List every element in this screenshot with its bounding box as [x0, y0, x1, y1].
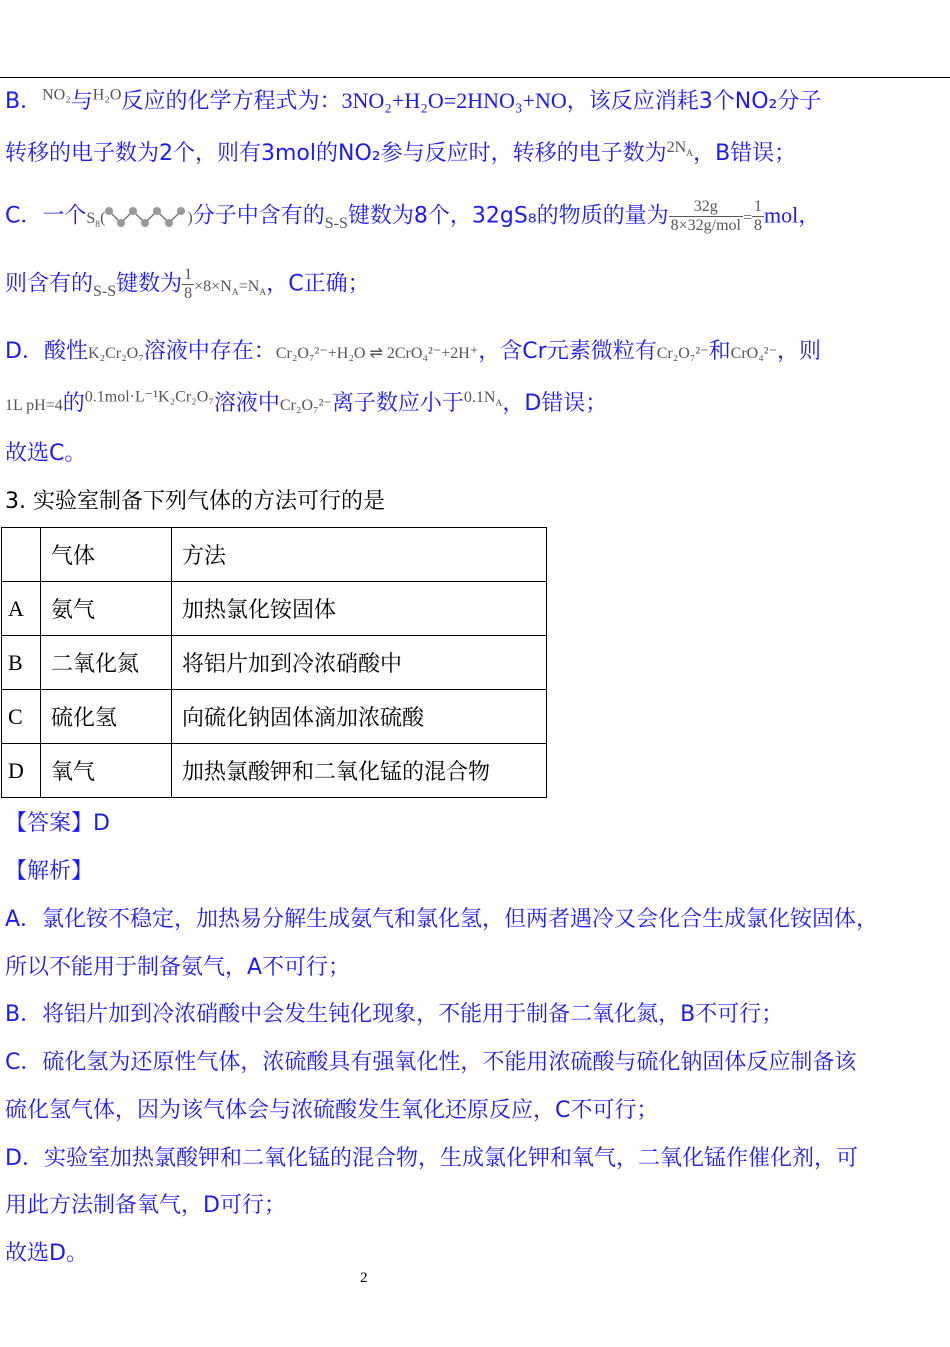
equation: 3NO₂+H₂O=2HNO₃+NO	[341, 88, 567, 113]
text: 的	[62, 391, 85, 416]
fraction-1-8	[182, 266, 194, 303]
option-letter: A	[2, 582, 41, 636]
subscript: A	[231, 286, 239, 298]
analysis-line: 故选D。	[5, 1241, 88, 1266]
text: ，含Cr元素微粒有	[478, 339, 657, 364]
subscript: 8	[95, 218, 101, 230]
table-row	[2, 582, 547, 636]
value: ×8×N	[194, 277, 232, 295]
text: 键数为	[116, 271, 183, 297]
species-chromate: CrO₄²⁻	[730, 345, 778, 362]
text: 则含有的	[5, 271, 94, 297]
equilibrium-equation: Cr₂O₇²⁻+H₂O ⇌ 2CrO₄²⁻+2H⁺	[275, 345, 479, 362]
subscript: A	[495, 397, 503, 409]
table-row	[2, 744, 547, 798]
concentration: 0.1mol·L⁻¹K₂Cr₂O₇	[84, 388, 214, 406]
text: ，D错误；	[502, 391, 608, 416]
method-text: 将铝片加到冷浓硝酸中	[172, 636, 547, 690]
numerator: 1	[754, 198, 763, 215]
method-text: 加热氯酸钾和二氧化锰的混合物	[172, 744, 547, 798]
analysis-line: C．硫化氢为还原性气体，浓硫酸具有强氧化性，不能用浓硫酸与硫化钠固体反应制备该	[5, 1050, 857, 1075]
ion-count	[463, 388, 503, 409]
table-header-method: 方法	[172, 528, 547, 582]
formula-no2: NO₂	[42, 86, 71, 104]
text: 转移的电子数为2个，则有3mol的NO₂参与反应时，转移的电子数为	[5, 141, 667, 166]
table-row	[2, 636, 547, 690]
analysis-line: 所以不能用于制备氨气，A不可行；	[5, 955, 351, 980]
analysis-line: 用此方法制备氧气，D可行；	[5, 1193, 286, 1218]
denominator: 8	[754, 217, 763, 234]
text: ，B错误；	[693, 141, 797, 166]
analysis-line: B．将铝片加到冷浓硝酸中会发生钝化现象，不能用于制备二氧化氮，B不可行；	[5, 1002, 784, 1027]
unit: mol，	[764, 202, 821, 228]
text: 溶液中存在：	[143, 339, 276, 364]
numerator: 1	[184, 266, 193, 283]
s-s-bond: S-S	[324, 214, 348, 232]
explanation-b-line1	[5, 84, 821, 115]
numerator: 32g	[669, 198, 743, 217]
header-rule	[0, 77, 950, 78]
text: ，C正确；	[266, 271, 370, 297]
option-label: B．	[5, 89, 43, 114]
species-dichromate: Cr₂O₇²⁻	[656, 345, 709, 362]
denominator: 8×32g/mol	[670, 217, 741, 234]
table-header-gas: 气体	[41, 528, 172, 582]
table-row	[2, 690, 547, 744]
electron-count	[666, 138, 694, 159]
bond-expression	[194, 277, 267, 298]
option-label: D．酸性	[5, 339, 88, 364]
text: 分子中含有的	[192, 203, 325, 229]
formula-k2cr2o7: K₂Cr₂O₇	[87, 345, 144, 362]
explanation-c-line1: C．一个$S_8$( )分子中含有的$_{S-S}$键数为8个，32gS₈的物质的量为 $\frac{32g}{\text{8×32g/mol}}$ = $\frac{1}{8}$ mol，	[5, 198, 821, 234]
formula-s8	[86, 209, 101, 230]
text: 和	[708, 339, 731, 364]
fraction-1-8	[752, 198, 764, 235]
page-number: 2	[360, 1270, 368, 1286]
condition: 1L pH=4	[5, 397, 63, 414]
formula-h2o: H₂O	[92, 86, 122, 104]
text: ，则	[777, 339, 822, 364]
analysis-line: D．实验室加热氯酸钾和二氧化锰的混合物，生成氯化钾和氧气，二氧化锰作催化剂，可	[5, 1146, 858, 1171]
options-table	[1, 527, 547, 798]
explanation-d-line1	[5, 334, 821, 365]
analysis-line: A．氯化铵不稳定，加热易分解生成氨气和氯化氢，但两者遇冷又会化合生成氯化铵固体，	[5, 907, 879, 932]
text: 反应的化学方程式为：	[121, 89, 342, 114]
fraction-32g	[669, 198, 743, 235]
option-letter: B	[2, 636, 41, 690]
s8-ring-structure-image	[105, 205, 187, 229]
option-label: C．一个	[5, 203, 87, 229]
question-title: 3. 实验室制备下列气体的方法可行的是	[5, 489, 385, 514]
table-header-row	[2, 528, 547, 582]
species-dichromate: Cr₂O₇²⁻	[279, 397, 332, 414]
option-letter: C	[2, 690, 41, 744]
explanation-d-line2	[5, 386, 607, 417]
value: 0.1N	[463, 388, 496, 406]
table-cell	[2, 528, 41, 582]
equals: =	[742, 209, 753, 227]
text: ，该反应消耗3个NO₂分子	[566, 89, 822, 114]
text: 键数为8个，32gS₈的物质的量为	[347, 203, 669, 229]
method-text: 加热氯化铵固体	[172, 582, 547, 636]
text: 与	[70, 89, 93, 114]
method-text: 向硫化钠固体滴加浓硫酸	[172, 690, 547, 744]
conclusion-prev: 故选C。	[5, 441, 87, 466]
explanation-c-line2	[5, 266, 370, 303]
subscript: A	[259, 286, 267, 298]
s-s-bond: S-S	[93, 282, 117, 300]
option-letter: D	[2, 744, 41, 798]
gas-name: 氨气	[41, 582, 172, 636]
analysis-heading: 【解析】	[5, 859, 94, 884]
analysis-line: 硫化氢气体，因为该气体会与浓硫酸发生氧化还原反应，C不可行；	[5, 1098, 659, 1123]
gas-name: 二氧化氮	[41, 636, 172, 690]
value: 2N	[666, 138, 687, 156]
answer: 【答案】D	[5, 811, 110, 836]
value: =N	[238, 277, 260, 295]
gas-name: 硫化氢	[41, 690, 172, 744]
text: 离子数应小于	[331, 391, 464, 416]
value: S	[86, 209, 96, 227]
subscript: A	[686, 147, 694, 159]
gas-name: 氧气	[41, 744, 172, 798]
explanation-b-line2	[5, 136, 796, 167]
denominator: 8	[184, 285, 193, 302]
text: 溶液中	[213, 391, 280, 416]
